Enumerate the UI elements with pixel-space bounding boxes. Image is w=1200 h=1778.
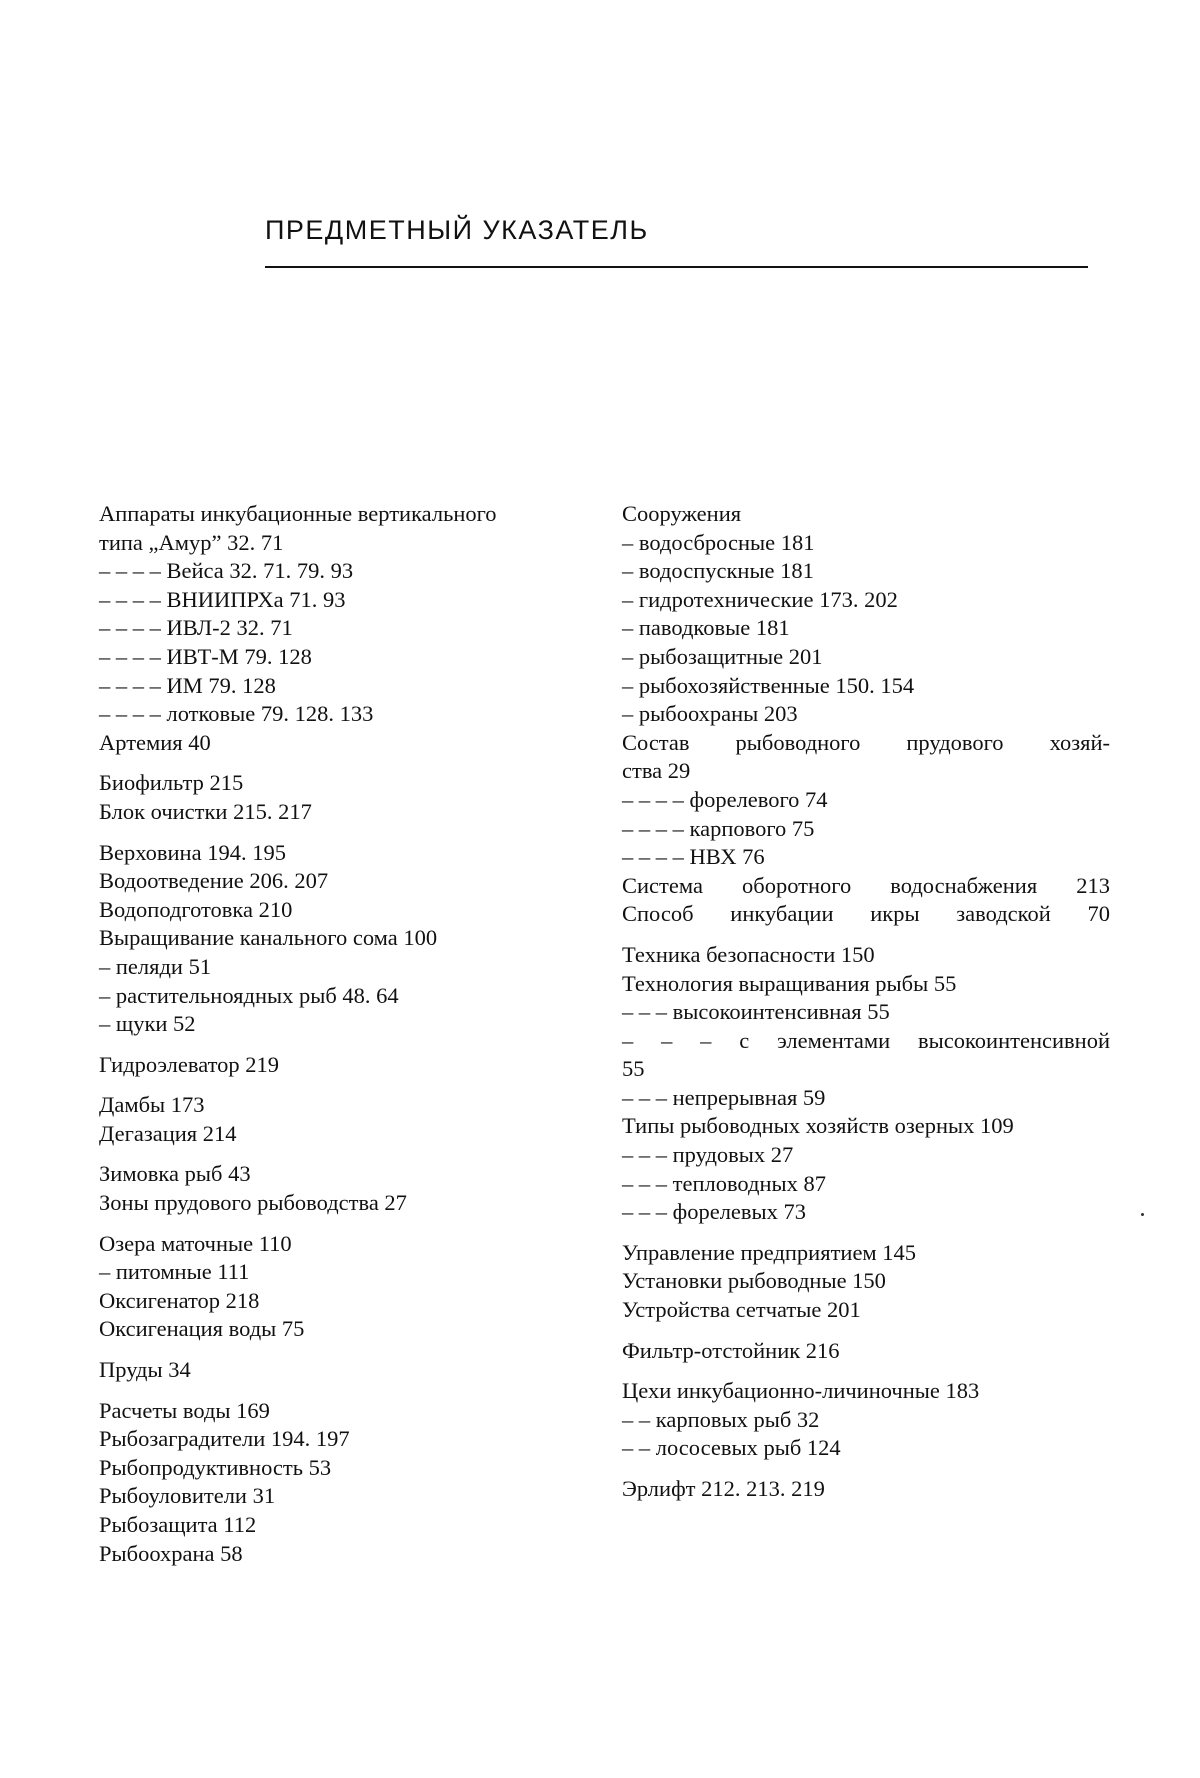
index-entry: Рыбопродуктивность 53 bbox=[99, 1454, 332, 1480]
index-entry: – водосбросные 181 bbox=[622, 529, 815, 555]
index-entry: Выращивание канального сома 100 bbox=[99, 925, 438, 951]
index-entry: – рыбоохраны 203 bbox=[622, 701, 798, 727]
index-letter-group bbox=[99, 1091, 599, 1148]
index-entry: Озера маточные 110 bbox=[99, 1230, 292, 1256]
index-entry: – питомные 111 bbox=[99, 1259, 250, 1285]
title-rule bbox=[265, 266, 1088, 268]
index-entry: Зимовка рыб 43 bbox=[99, 1161, 251, 1187]
index-entry: – рыбохозяйственные 150. 154 bbox=[622, 672, 915, 698]
index-entry: Гидроэлеватор 219 bbox=[99, 1051, 280, 1077]
index-entry: – рыбозащитные 201 bbox=[622, 643, 823, 669]
index-entry: – – – – НВХ 76 bbox=[622, 844, 765, 870]
index-entry: – пеляди 51 bbox=[99, 953, 212, 979]
index-entry: Технология выращивания рыбы 55 bbox=[622, 970, 957, 996]
index-entry: Фильтр-отстойник 216 bbox=[622, 1337, 840, 1363]
index-entry: Расчеты воды 169 bbox=[99, 1397, 270, 1423]
index-entry: Состав рыбоводного прудового хозяй- bbox=[622, 729, 1110, 755]
index-entry: – – – – ИВЛ-2 32. 71 bbox=[99, 615, 293, 641]
index-entry: Цехи инкубационно-личиночные 183 bbox=[622, 1378, 980, 1404]
index-entry: Типы рыбоводных хозяйств озерных 109 bbox=[622, 1113, 1014, 1139]
index-letter-group bbox=[99, 839, 599, 1039]
index-entry: Устройства сетчатые 201 bbox=[622, 1297, 861, 1323]
index-entry: – водоспускные 181 bbox=[622, 558, 814, 584]
index-entry: – – – – карпового 75 bbox=[622, 815, 815, 841]
index-entry: Аппараты инкубационные вертикального bbox=[99, 501, 497, 526]
index-entry: Оксигенация воды 75 bbox=[99, 1316, 305, 1342]
index-letter-group bbox=[622, 941, 1110, 1227]
index-entry: Блок очистки 215. 217 bbox=[99, 798, 312, 824]
index-entry: Система оборотного водоснабжения 213 bbox=[622, 872, 1110, 898]
index-letter-group bbox=[99, 1051, 599, 1080]
index-entry: Рыбоохрана 58 bbox=[99, 1540, 243, 1566]
index-entry: Рыбозащита 112 bbox=[99, 1512, 257, 1537]
index-entry: – – – форелевых 73 bbox=[622, 1199, 807, 1225]
index-letter-group bbox=[99, 1397, 599, 1569]
index-entry: – – – с элементами высокоинтенсивной bbox=[622, 1027, 1110, 1053]
index-letter-group bbox=[622, 1337, 1110, 1366]
index-entry: Способ инкубации икры заводской 70 bbox=[622, 901, 1110, 927]
index-entry: – щуки 52 bbox=[99, 1011, 196, 1037]
index-letter-group bbox=[99, 1356, 599, 1385]
index-letter-group bbox=[99, 769, 599, 826]
index-letter-group bbox=[99, 1230, 599, 1344]
index-entry: Дамбы 173 bbox=[99, 1092, 205, 1118]
index-column-left bbox=[99, 500, 599, 1580]
index-entry: Рыбоуловители 31 bbox=[99, 1483, 276, 1509]
index-entry: Оксигенатор 218 bbox=[99, 1287, 260, 1313]
index-letter-group bbox=[622, 1475, 1110, 1504]
index-letter-group bbox=[99, 500, 599, 757]
page-title: ПРЕДМЕТНЫЙ УКАЗАТЕЛЬ bbox=[265, 215, 649, 245]
index-letter-group bbox=[622, 1239, 1110, 1325]
index-entry: – – карповых рыб 32 bbox=[622, 1406, 820, 1432]
index-entry: Рыбозаградители 194. 197 bbox=[99, 1426, 350, 1452]
index-entry: – – – – форелевого 74 bbox=[622, 786, 828, 812]
index-entry: – – – – ИВТ-М 79. 128 bbox=[99, 643, 312, 669]
index-column-right bbox=[622, 500, 1110, 1516]
index-letter-group bbox=[622, 500, 1110, 929]
index-entry: – – – – ИМ 79. 128 bbox=[99, 672, 276, 698]
index-entry: – – лососевых рыб 124 bbox=[622, 1435, 841, 1461]
index-entry: – – – тепловодных 87 bbox=[622, 1170, 827, 1196]
index-entry: 55 bbox=[622, 1056, 645, 1082]
index-entry: Техника безопасности 150 bbox=[622, 941, 875, 967]
index-entry: – гидротехнические 173. 202 bbox=[622, 586, 898, 612]
index-entry: Установки рыбоводные 150 bbox=[622, 1268, 886, 1294]
index-letter-group bbox=[99, 1160, 599, 1217]
index-letter-group bbox=[622, 1377, 1110, 1463]
index-entry: – паводковые 181 bbox=[622, 615, 790, 641]
index-entry: Пруды 34 bbox=[99, 1357, 191, 1383]
index-entry: Зоны прудового рыбоводства 27 bbox=[99, 1190, 407, 1216]
index-entry: Артемия 40 bbox=[99, 729, 211, 755]
index-entry: Управление предприятием 145 bbox=[622, 1239, 917, 1265]
index-entry: – – – – ВНИИПРХа 71. 93 bbox=[99, 586, 346, 612]
index-entry: – – – прудовых 27 bbox=[622, 1142, 794, 1168]
index-entry: типа „Амур” 32. 71 bbox=[99, 529, 284, 555]
index-entry: – – – непрерывная 59 bbox=[622, 1084, 826, 1110]
index-entry: – – – – лотковые 79. 128. 133 bbox=[99, 701, 374, 727]
index-entry: – растительноядных рыб 48. 64 bbox=[99, 982, 399, 1008]
index-entry: Водоотведение 206. 207 bbox=[99, 868, 329, 894]
index-entry: Дегазация 214 bbox=[99, 1120, 237, 1146]
index-entry: Сооружения bbox=[622, 501, 742, 526]
index-entry: Верховина 194. 195 bbox=[99, 839, 286, 865]
index-entry: ства 29 bbox=[622, 758, 691, 784]
index-entry: Эрлифт 212. 213. 219 bbox=[622, 1476, 825, 1501]
index-entry: – – – – Вейса 32. 71. 79. 93 bbox=[99, 558, 354, 584]
index-entry: Биофильтр 215 bbox=[99, 770, 244, 796]
index-entry: – – – высокоинтенсивная 55 bbox=[622, 999, 890, 1025]
index-entry: Водоподготовка 210 bbox=[99, 896, 293, 922]
print-speck bbox=[1141, 1213, 1144, 1216]
